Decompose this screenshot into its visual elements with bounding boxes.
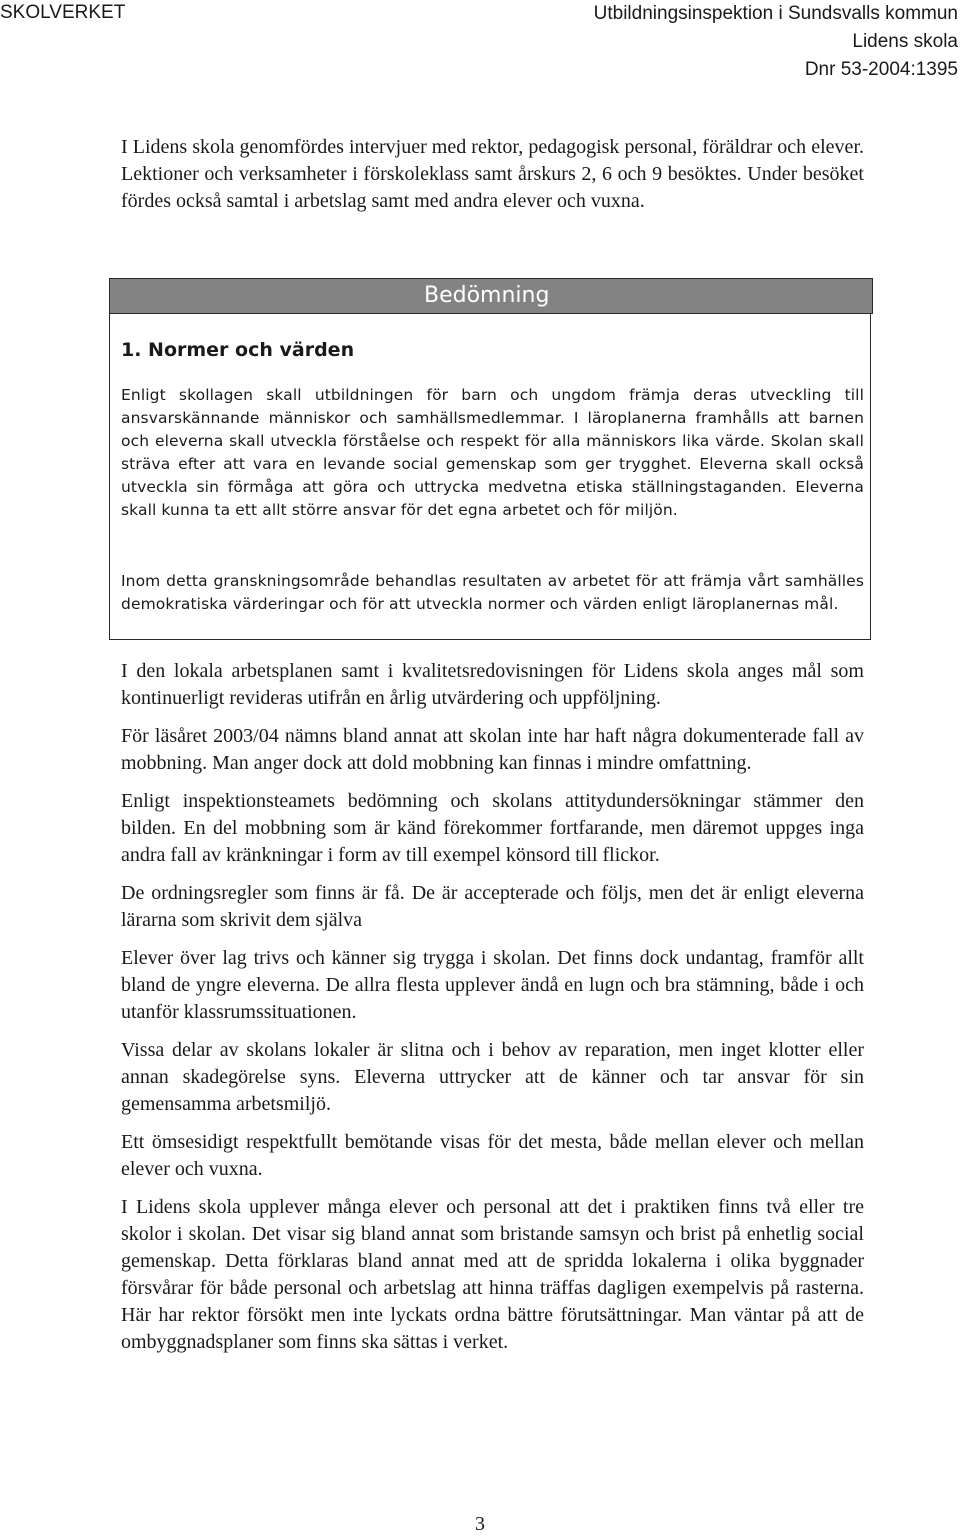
- intro-paragraph: I Lidens skola genomfördes intervjuer med rektor, pedagogisk personal, föräldrar och elever. Lektioner och verksamheter i förskoleklass samt årskurs 2, 6 och 9 besöktes. Under besöket fördes också samtal i arbetslag samt med andra elever och vuxna.: [121, 136, 864, 212]
- body-paragraph: Ett ömsesidigt respektfullt bemötande visas för det mesta, både mellan elever och mellan elever och vuxna.: [121, 1131, 864, 1180]
- page-number: 3: [475, 1513, 485, 1535]
- school-name: Lidens skola: [852, 31, 958, 52]
- section-heading: 1. Normer och värden: [121, 339, 355, 361]
- agency-name: SKOLVERKET: [0, 2, 126, 23]
- section-box: [109, 314, 871, 640]
- body-paragraph: De ordningsregler som finns är få. De är accepterade och följs, men det är enligt eleverna lärarna som skrivit dem själva: [121, 882, 864, 931]
- banner-label: Bedömning: [424, 283, 550, 308]
- reference-number: Dnr 53-2004:1395: [804, 59, 958, 80]
- main-text: [121, 658, 864, 1367]
- report-title: Utbildningsinspektion i Sundsvalls kommun: [593, 3, 958, 24]
- section-paragraph: Inom detta granskningsområde behandlas resultaten av arbetet för att främja vårt samhälles demokratiska värderingar och för att utveckla normer och värden enligt läroplanernas mål.: [121, 572, 864, 613]
- body-paragraph: Elever över lag trivs och känner sig trygga i skolan. Det finns dock undantag, framför allt bland de yngre eleverna. De allra flesta upplever ändå en lugn och bra stämning, både i och utanför klassrumssituationen.: [121, 947, 864, 1023]
- body-paragraph: Enligt inspektionsteamets bedömning och skolans attitydundersökningar stämmer den bilden. En del mobbning som är känd förekommer fortfarande, men däremot uppges inga andra fall av kränkningar i form av till exempel könsord till flickor.: [121, 790, 864, 866]
- body-paragraph: Vissa delar av skolans lokaler är slitna och i behov av reparation, men inget klotter eller annan skadegörelse syns. Eleverna uttrycker att de känner och tar ansvar för sin gemensamma arbetsmiljö.: [121, 1039, 864, 1115]
- body-paragraph: I den lokala arbetsplanen samt i kvalitetsredovisningen för Lidens skola anges mål som kontinuerligt revideras utifrån en årlig utvärdering och uppföljning.: [121, 660, 864, 709]
- section-paragraph: Enligt skollagen skall utbildningen för barn och ungdom främja deras utveckling till ansvarskännande människor och samhällsmedlemmar. I läroplanerna framhålls att barnen och eleverna skall utveckla förståelse och respekt för alla människors lika värde. Skolan skall sträva efter att vara en levande social gemenskap som ger trygghet. Eleverna skall också utveckla sin förmåga att göra och uttrycka medvetna etiska ställningstaganden. Eleverna skall kunna ta ett allt större ansvar för det egna arbetet och för miljön.: [121, 386, 864, 519]
- body-paragraph: I Lidens skola upplever många elever och personal att det i praktiken finns två eller tre skolor i skolan. Det visar sig bland annat som bristande samsyn och brist på enhetlig social gemenskap. Detta förklaras bland annat med att de spridda lokalerna i olika byggnader försvårar för både personal och arbetslag att hinna träffas dagligen exempelvis på rasterna. Här har rektor försökt men inte lyckats ordna bättre förutsättningar. Man väntar på att de ombyggnadsplaner som finns ska sättas i verket.: [121, 1196, 864, 1353]
- body-paragraph: För läsåret 2003/04 nämns bland annat att skolan inte har haft några dokumenterade fall av mobbning. Man anger dock att dold mobbning kan finnas i mindre omfattning.: [121, 725, 864, 774]
- assessment-banner: [109, 278, 873, 314]
- document-header: [594, 0, 958, 84]
